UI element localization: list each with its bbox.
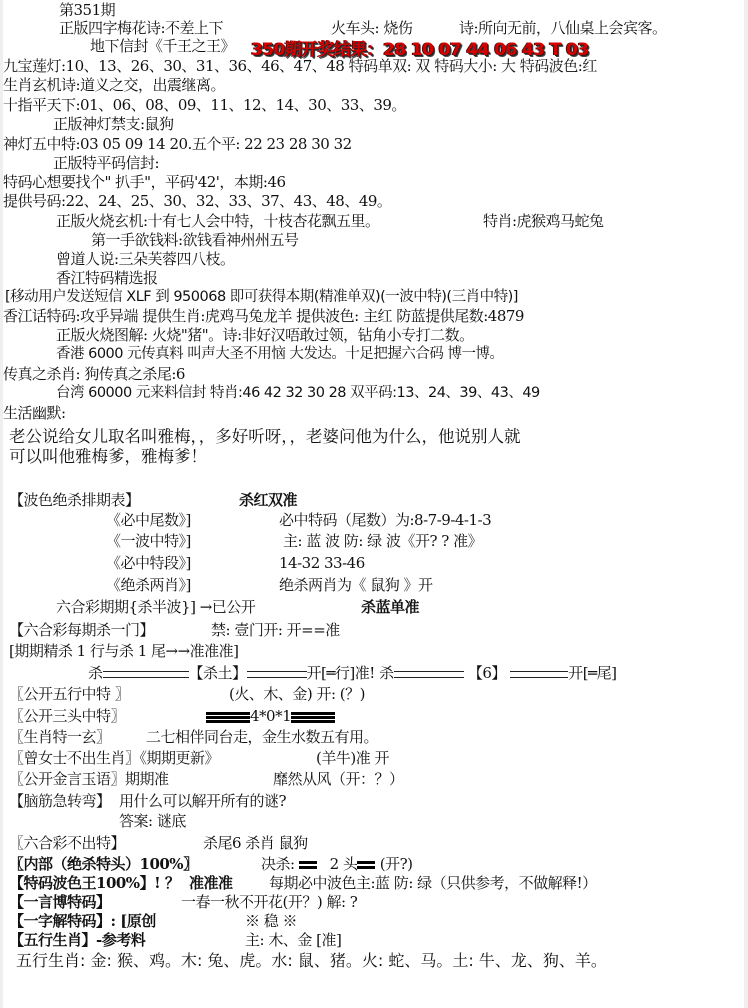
riddle-answer: 答案: 谜底 (119, 812, 186, 830)
sms-promo: [移动用户发送短信 XLF 到 950068 即可获得本期(精准单双)(一波中特)(三肖中特)] (5, 289, 518, 305)
riddle-label: 【脑筋急转弯】 (9, 792, 111, 810)
bars-decoration (357, 861, 375, 870)
santou-value: 4*0*1 (250, 707, 292, 725)
lottery-document (3, 0, 744, 1008)
double-line-divider (510, 671, 568, 678)
issue-number: 第351期 (59, 1, 116, 19)
table-row-label: 《一波中特》] (106, 532, 191, 550)
kill-text: 杀 (88, 664, 103, 682)
bosewang-zhun: 准准准 (189, 874, 233, 892)
bars-decoration (299, 861, 317, 870)
table-row-label: 《必中特段》] (106, 554, 191, 572)
table-row-value: 绝杀两肖为《 鼠狗 》开 (279, 576, 433, 594)
yizi-label: 【一字解特码】: [原创 (9, 912, 156, 930)
tw60000-line: 台湾 60000 元来料信封 特肖:46 42 32 30 28 双平码:13、24、39、43、49 (56, 385, 540, 401)
xiangjiang-title: 香江特码精选报 (56, 269, 158, 287)
wuxing-sx-label: 【五行生肖】-参考料 (9, 931, 146, 949)
kill-text: 杀 (379, 664, 394, 682)
zengdaoren-line: 曾道人说:三朵芙蓉四八枝。 (56, 250, 235, 268)
wuxing-list: 五行生肖: 金: 猴、鸡。木: 兔、虎。水: 鼠、猪。火: 蛇、马。土: 牛、龙、狗、羊。 (16, 951, 607, 970)
xinxiang-line: 特码心想要找个" 扒手"，平码'42'，本期:46 (3, 173, 286, 191)
yizi-value: ※ 稳 ※ (245, 912, 298, 930)
buchute-label: 〖六合彩不出特】 (9, 834, 126, 852)
train-head: 火车头: 烧伤 (331, 19, 413, 37)
neibu-number: 2 头 (329, 855, 358, 873)
santou-row (206, 708, 335, 725)
neibu-open: (开?) (379, 855, 413, 873)
buchute-value: 杀尾6 杀肖 鼠狗 (203, 834, 308, 852)
wuxing-label: 〖公开五行中特 〗 (9, 685, 130, 703)
santou-label: 〖公开三头中特〗 (9, 707, 126, 725)
diyishou-line: 第一手欲钱料:欲钱看神州州五号 (91, 231, 299, 249)
tujie-line: 正版火烧图解: 火烧"猪"。诗:非好汉唔敢过领，钻角小专打二数。 (56, 326, 474, 344)
table-row-label: 《绝杀两肖》] (106, 576, 191, 594)
shendeng-line: 神灯五中特:03 05 09 14 20.五个平: 22 23 28 30 32 (3, 135, 352, 153)
jinzhi-line: 正版神灯禁支:鼠狗 (53, 115, 174, 133)
zeng-value: (羊牛)准 开 (316, 749, 389, 767)
riddle-question: 用什么可以解开所有的谜? (119, 792, 287, 810)
texuan-label: 〖生肖特一玄〗 (9, 728, 111, 746)
bosewang-label: 【特码波色王100%】! ？ (9, 874, 180, 892)
humor-line-1: 老公说给女儿取名叫雅梅，，多好听呀，，老婆问他为什么，他说别人就 (9, 427, 521, 446)
double-line-divider (394, 671, 464, 678)
bars-decoration (206, 712, 250, 723)
table-title: 【波色绝杀排期表】 (9, 491, 140, 509)
wuxing-sx-value: 主: 木、金 [准] (245, 931, 342, 949)
texiao-line: 特肖:虎猴鸡马蛇兔 (483, 212, 604, 230)
huoshao-line: 正版火烧玄机:十有七人会中特，十枝杏花飘五里。 (56, 212, 380, 230)
table-row-label: 《必中尾数》] (106, 511, 191, 529)
texuan-value: 二七相伴同台走，金生水数五有用。 (146, 728, 379, 746)
hk6000-line: 香港 6000 元传真料 叫声大圣不用恼 大发达。十足把握六合码 博一博。 (56, 346, 504, 362)
neibu-row (261, 856, 413, 873)
shengxiao-poem: 生肖玄机诗:道义之交，出震继离。 (3, 76, 226, 94)
wuxing-value: (火、木、金) 开: (？) (229, 685, 365, 703)
table-row-value: 14-32 33-46 (279, 554, 365, 572)
result-banner: 350期开奖结果：28 10 07 44 06 43 T 03 (251, 40, 589, 60)
shizhi-line: 十指平天下:01、06、08、09、11、12、14、30、33、39。 (3, 96, 406, 114)
tigong-line: 提供号码:22、24、25、30、32、33、37、43、48、49。 (3, 192, 392, 210)
double-line-divider (247, 671, 307, 678)
yiyan-value: 一春一秋不开花(开？) 解: ? (181, 893, 358, 911)
humor-line-2: 可以叫他雅梅爹，雅梅爹！ (9, 447, 207, 466)
bars-decoration (291, 712, 335, 723)
secret-letter: 地下信封《千王之王》 (90, 37, 236, 55)
tepingma-letter: 正版特平码信封: (53, 154, 160, 172)
zeng-label: 〖曾女士不出生肖〗《期期更新》 (9, 749, 220, 767)
bosewang-value: 每期必中波色主:蓝 防: 绿（只供参考，不做解释!） (269, 874, 597, 892)
kill-earth-box: 【杀土】 (188, 664, 247, 682)
banbo-line: 六合彩期期{杀半波}] →已公开 (56, 598, 256, 616)
jinyan-value: 靡然从风（开：？） (273, 770, 404, 788)
double-line-divider (103, 671, 189, 678)
open-row-text: 开[═行]准! (306, 664, 375, 682)
kill-six-box: 【6】 (467, 664, 506, 682)
yiyan-label: 【一言博特码】 (9, 893, 111, 911)
shayimen-label: 【六合彩每期杀一门】 (9, 621, 155, 639)
table-row-value: 主: 蓝 波 防: 绿 波《开? ? 准》 (283, 532, 483, 550)
banbo-right: 杀蓝单准 (361, 598, 420, 616)
shayimen-value: 禁: 壹门开: 开==准 (211, 621, 340, 639)
table-title-right: 杀红双准 (239, 491, 298, 509)
poem-text: 诗:所向无前，八仙桌上会宾客。 (459, 19, 667, 37)
neibu-label: 〖内部（绝杀特头）100%〗 (9, 855, 198, 873)
open-tail-text: 开[═尾] (568, 664, 617, 682)
jingsha-row (88, 665, 616, 682)
kill-text: 决杀: (261, 855, 295, 873)
jinyan-label: 〖公开金言玉语〗期期准 (9, 770, 169, 788)
plum-poem: 正版四字梅花诗:不差上下 (59, 19, 224, 37)
jingsha-label: [期期精杀 1 行与杀 1 尾→→准准准] (9, 642, 239, 660)
chuanzhen-line: 传真之杀肖: 狗传真之杀尾:6 (3, 365, 185, 383)
xiangjiang-hua: 香江话特码:攻乎异端 提供生肖:虎鸡马兔龙羊 提供波色: 主红 防蓝提供尾数:4879 (3, 307, 524, 325)
table-row-value: 必中特码（尾数）为:8-7-9-4-1-3 (279, 511, 492, 529)
jiubao-line: 九宝莲灯:10、13、26、30、31、36、46、47、48 特码单双: 双 特码大小: 大 特码波色:红 (3, 57, 597, 75)
humor-label: 生活幽默: (3, 404, 66, 422)
